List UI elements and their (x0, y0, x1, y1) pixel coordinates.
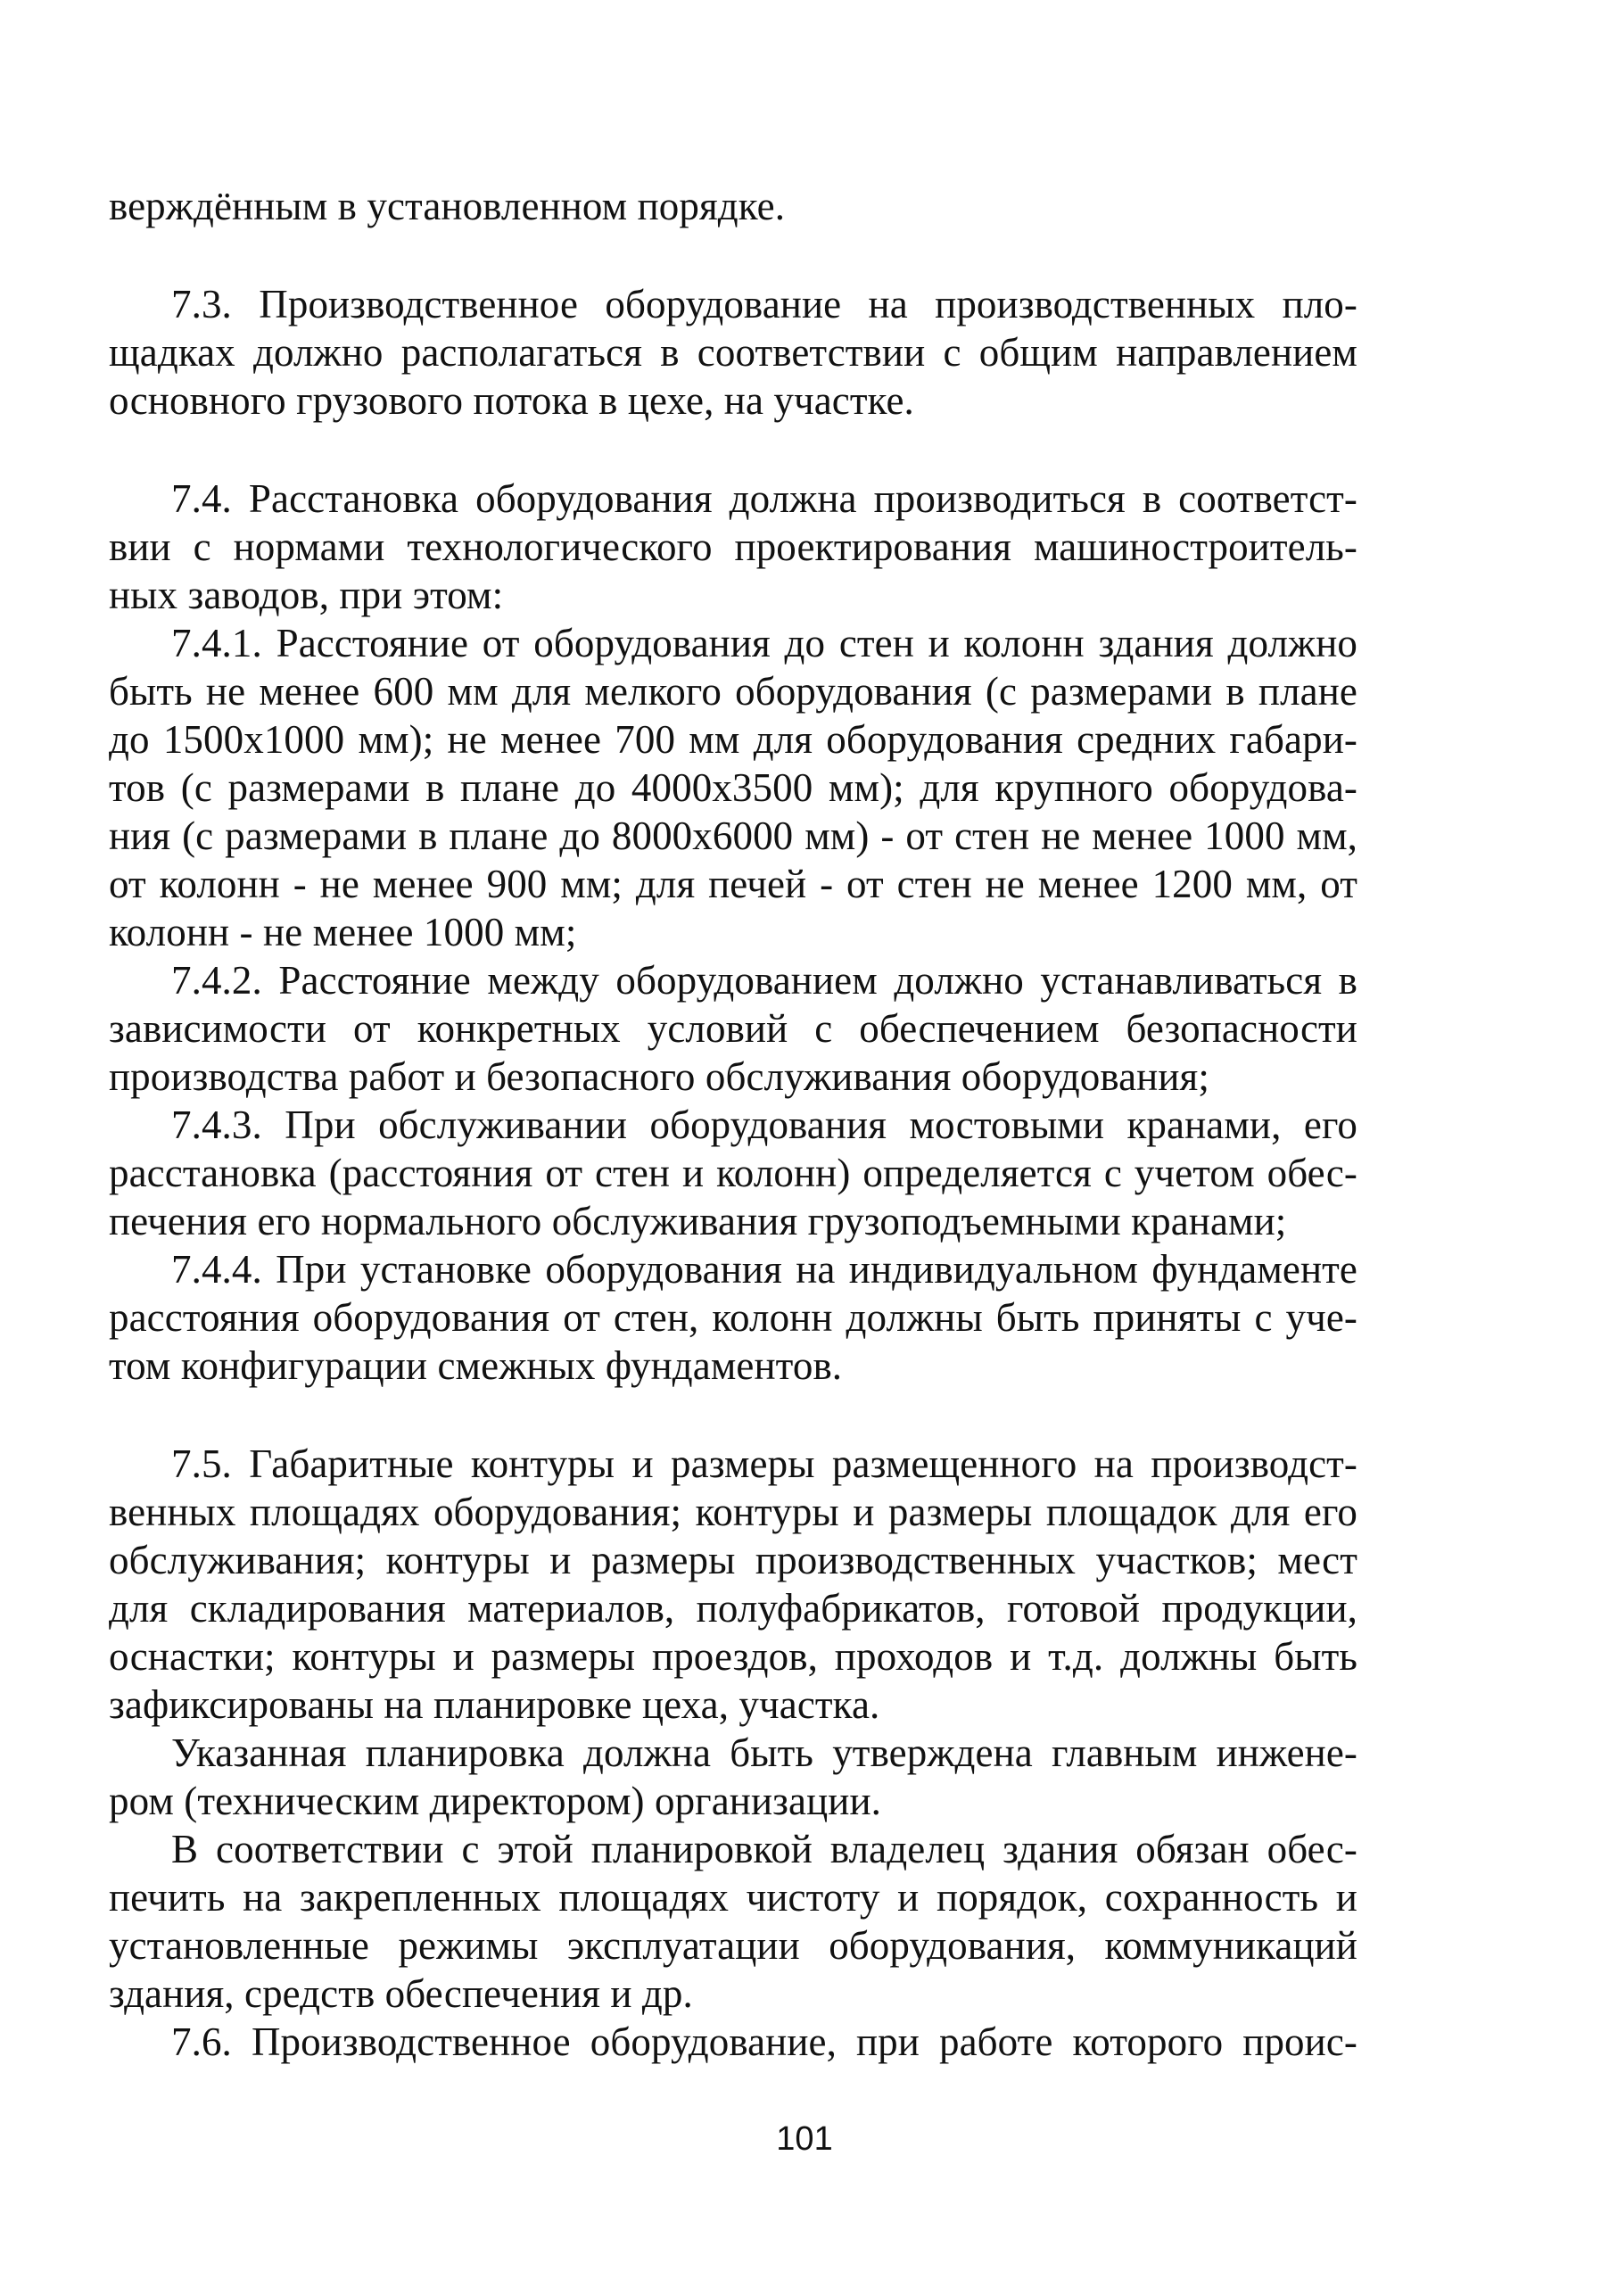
text-line: 7.5. Габаритные контуры и размеры размещенного на производст- (171, 1441, 1357, 1486)
text-line: венных площадях оборудования; контуры и размеры площадок для его (109, 1490, 1357, 1534)
text-line: 7.4.2. Расстояние между оборудованием должно устанавливаться в (171, 958, 1357, 1003)
text-line: 7.3. Производственное оборудование на производственных пло- (171, 282, 1357, 326)
text-line: том конфигурации смежных фундаментов. (109, 1343, 843, 1388)
text-line: для складирования материалов, полуфабрикатов, готовой продукции, (109, 1586, 1357, 1631)
text-line: щадках должно располагаться в соответствии с общим направлением (109, 330, 1357, 375)
text-line: ных заводов, при этом: (109, 573, 504, 617)
text-line: обслуживания; контуры и размеры производственных участков; мест (109, 1538, 1357, 1582)
text-line: печить на закрепленных площадях чистоту и порядок, сохранность и (109, 1875, 1357, 1920)
text-line: основного грузового потока в цехе, на участке. (109, 378, 914, 423)
text-line: колонн - не менее 1000 мм; (109, 910, 577, 954)
text-line: тов (с размерами в плане до 4000х3500 мм); для крупного оборудова- (109, 765, 1357, 810)
text-line: ния (с размерами в плане до 8000х6000 мм) - от стен не менее 1000 мм, (109, 814, 1357, 858)
text-line: вии с нормами технологического проектирования машиностроитель- (109, 524, 1357, 569)
text-line: ром (техническим директором) организации. (109, 1779, 882, 1823)
text-line: расстановка (расстояния от стен и колонн) определяется с учетом обес- (109, 1151, 1357, 1195)
text-line: до 1500х1000 мм); не менее 700 мм для оборудования средних габари- (109, 717, 1357, 762)
text-line: здания, средств обеспечения и др. (109, 1971, 693, 2016)
text-line: В соответствии с этой планировкой владелец здания обязан обес- (171, 1827, 1357, 1871)
text-line: печения его нормального обслуживания грузоподъемными кранами; (109, 1199, 1287, 1243)
text-line: 7.4.4. При установке оборудования на индивидуальном фундаменте (171, 1247, 1357, 1292)
text-line: 7.4. Расстановка оборудования должна производиться в соответст- (171, 476, 1357, 521)
text-line: установленные режимы эксплуатации оборудования, коммуникаций (109, 1923, 1357, 1968)
page-number: 101 (776, 2120, 833, 2158)
text-line: верждённым в установленном порядке. (109, 184, 786, 228)
text-line: быть не менее 600 мм для мелкого оборудования (с размерами в плане (109, 669, 1357, 714)
text-line: зависимости от конкретных условий с обеспечением безопасности (109, 1006, 1357, 1051)
text-line: 7.6. Производственное оборудование, при работе которого проис- (171, 2019, 1357, 2064)
text-line: оснастки; контуры и размеры проездов, проходов и т.д. должны быть (109, 1634, 1357, 1679)
text-line: расстояния оборудования от стен, колонн должны быть приняты с уче- (109, 1295, 1357, 1340)
text-line: производства работ и безопасного обслуживания оборудования; (109, 1054, 1209, 1099)
text-line: 7.4.1. Расстояние от оборудования до стен и колонн здания должно (171, 621, 1357, 665)
text-line: 7.4.3. При обслуживании оборудования мостовыми кранами, его (171, 1103, 1357, 1147)
text-line: от колонн - не менее 900 мм; для печей - от стен не менее 1200 мм, от (109, 862, 1357, 906)
text-line: зафиксированы на планировке цеха, участка. (109, 1682, 880, 1727)
text-line: Указанная планировка должна быть утверждена главным инжене- (171, 1730, 1357, 1775)
